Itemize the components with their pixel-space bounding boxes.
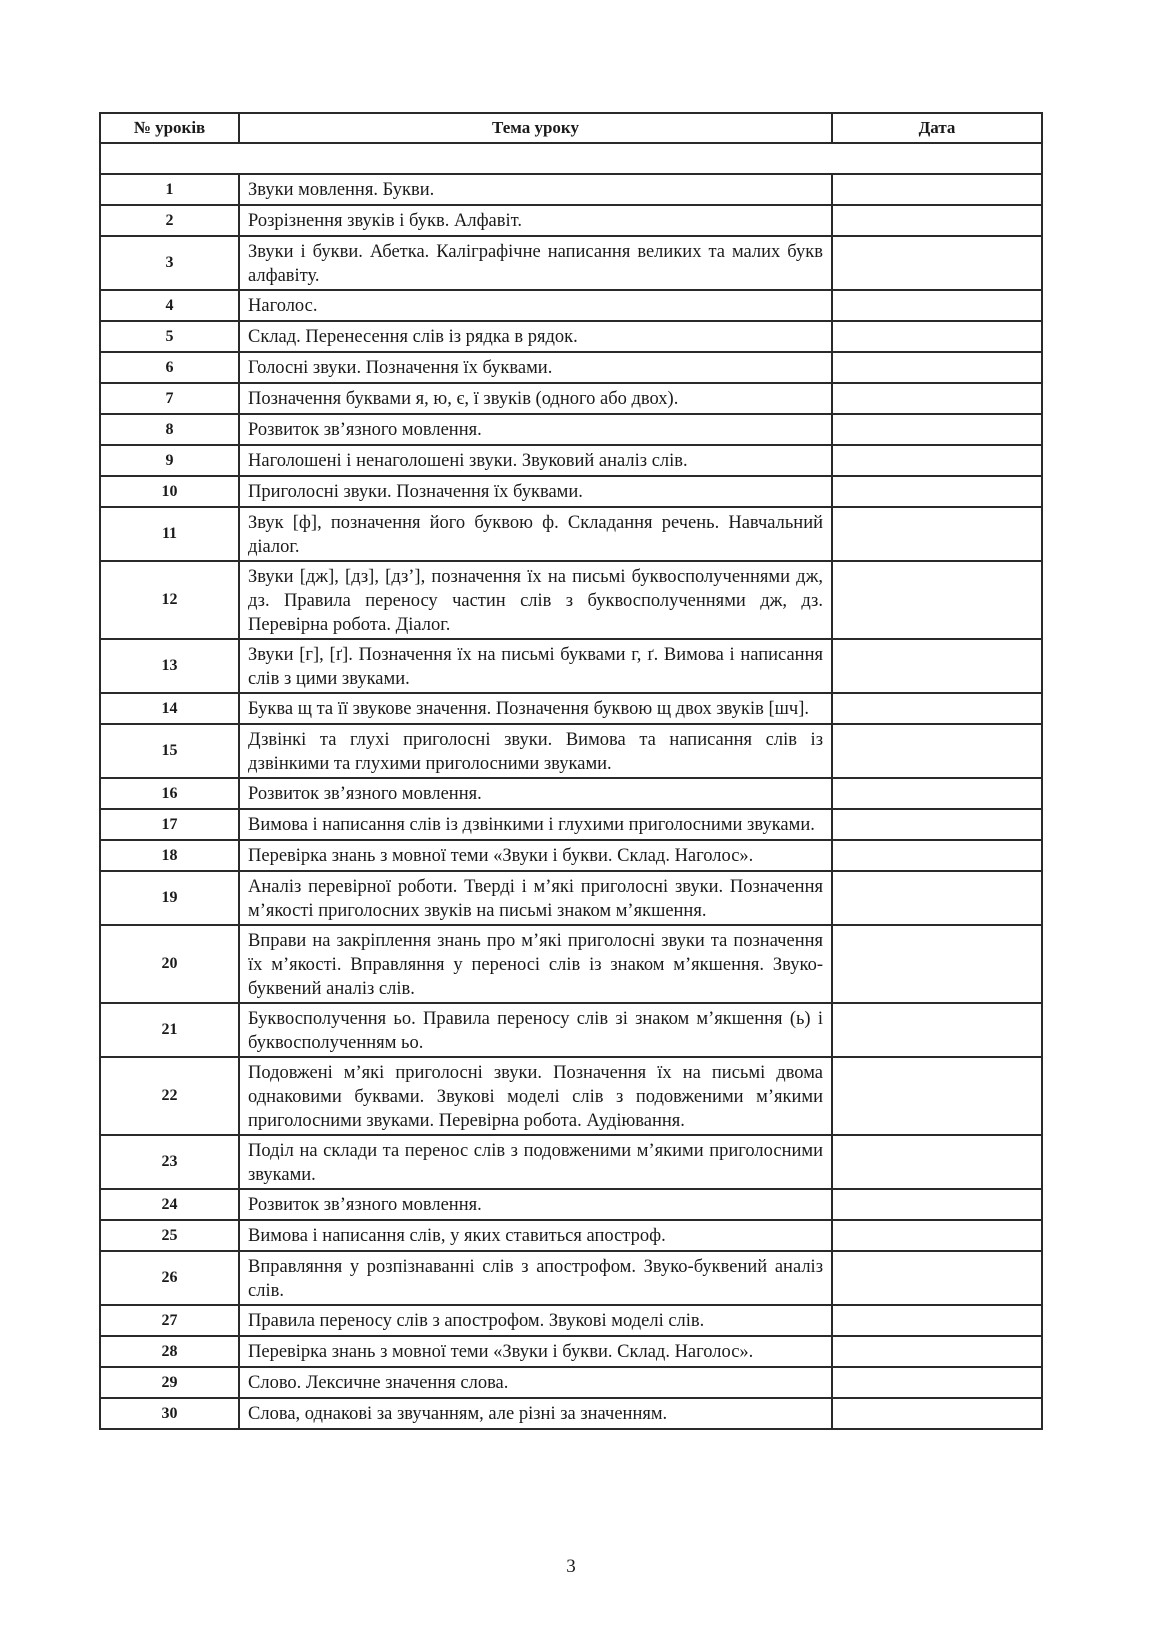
lesson-number: 5 (100, 321, 239, 352)
lesson-date (832, 1305, 1042, 1336)
empty-section-cell (100, 143, 1042, 174)
lesson-date (832, 1003, 1042, 1057)
lesson-number: 4 (100, 290, 239, 321)
table-row (100, 1398, 1042, 1429)
lesson-topic: Вимова і написання слів, у яких ставиться апостроф. (239, 1220, 832, 1251)
lesson-date (832, 1057, 1042, 1135)
lesson-number: 17 (100, 809, 239, 840)
lesson-number: 19 (100, 871, 239, 925)
lesson-number: 20 (100, 925, 239, 1003)
lesson-topic: Слова, однакові за звучанням, але різні за значенням. (239, 1398, 832, 1429)
table-row (100, 1367, 1042, 1398)
table-row (100, 871, 1042, 925)
table-row (100, 809, 1042, 840)
lesson-date (832, 871, 1042, 925)
lesson-date (832, 778, 1042, 809)
lesson-topic: Слово. Лексичне значення слова. (239, 1367, 832, 1398)
lesson-number: 6 (100, 352, 239, 383)
table-row (100, 1220, 1042, 1251)
lesson-topic: Розрізнення звуків і букв. Алфавіт. (239, 205, 832, 236)
lesson-date (832, 205, 1042, 236)
table-row (100, 383, 1042, 414)
lesson-date (832, 1220, 1042, 1251)
table-row (100, 414, 1042, 445)
lesson-date (832, 445, 1042, 476)
column-header-date: Дата (832, 113, 1042, 143)
lesson-topic: Склад. Перенесення слів із рядка в рядок. (239, 321, 832, 352)
table-row (100, 1336, 1042, 1367)
lesson-topic: Перевірка знань з мовної теми «Звуки і букви. Склад. Наголос». (239, 840, 832, 871)
table-row (100, 724, 1042, 778)
table-row (100, 1305, 1042, 1336)
column-header-number: № уроків (100, 113, 239, 143)
lesson-date (832, 724, 1042, 778)
table-row (100, 693, 1042, 724)
lesson-topic: Правила переносу слів з апострофом. Звукові моделі слів. (239, 1305, 832, 1336)
lesson-topic: Звук [ф], позначення його буквою ф. Складання речень. Навчальний діалог. (239, 507, 832, 561)
lesson-topic: Аналіз перевірної роботи. Тверді і м’які приголосні звуки. Позначення м’якості приголосних звуків на письмі знаком м’якшення. (239, 871, 832, 925)
table-row (100, 561, 1042, 639)
lesson-plan-table (99, 112, 1043, 1430)
header-row (100, 113, 1042, 143)
lesson-date (832, 1189, 1042, 1220)
lesson-number: 7 (100, 383, 239, 414)
table-row (100, 1003, 1042, 1057)
lesson-number: 9 (100, 445, 239, 476)
lesson-topic: Розвиток зв’язного мовлення. (239, 1189, 832, 1220)
lesson-number: 24 (100, 1189, 239, 1220)
lesson-topic: Наголошені і ненаголошені звуки. Звуковий аналіз слів. (239, 445, 832, 476)
lesson-topic: Позначення буквами я, ю, є, ї звуків (одного або двох). (239, 383, 832, 414)
lesson-topic: Звуки мовлення. Букви. (239, 174, 832, 205)
table-row (100, 205, 1042, 236)
lesson-number: 18 (100, 840, 239, 871)
lesson-date (832, 414, 1042, 445)
table-row (100, 476, 1042, 507)
lesson-topic: Вправляння у розпізнаванні слів з апострофом. Звуко-буквений аналіз слів. (239, 1251, 832, 1305)
lesson-date (832, 476, 1042, 507)
lesson-date (832, 1367, 1042, 1398)
lesson-date (832, 1336, 1042, 1367)
table-row (100, 321, 1042, 352)
lesson-topic: Вправи на закріплення знань про м’які приголосні звуки та позначення їх м’якості. Вправляння у переносі слів із знаком м’якшення. Звуко-буквений аналіз слів. (239, 925, 832, 1003)
lesson-number: 22 (100, 1057, 239, 1135)
page-number: 3 (566, 1556, 576, 1577)
lesson-topic: Подовжені м’які приголосні звуки. Позначення їх на письмі двома однаковими буквами. Звукові моделі слів з подовженими м’якими приголосними звуками. Перевірна робота. Аудіювання. (239, 1057, 832, 1135)
lesson-date (832, 639, 1042, 693)
lesson-topic: Звуки [дж], [дз], [дз’], позначення їх на письмі буквосполученнями дж, дз. Правила переносу частин слів з буквосполученнями дж, дз. Перевірна робота. Діалог. (239, 561, 832, 639)
lesson-date (832, 352, 1042, 383)
table-row (100, 174, 1042, 205)
lesson-date (832, 809, 1042, 840)
lesson-number: 3 (100, 236, 239, 290)
table-row (100, 507, 1042, 561)
lesson-number: 15 (100, 724, 239, 778)
table-row (100, 1135, 1042, 1189)
lesson-date (832, 1135, 1042, 1189)
table-row (100, 290, 1042, 321)
lesson-topic: Приголосні звуки. Позначення їх буквами. (239, 476, 832, 507)
lesson-date (832, 925, 1042, 1003)
lesson-number: 11 (100, 507, 239, 561)
lesson-number: 1 (100, 174, 239, 205)
lesson-topic: Голосні звуки. Позначення їх буквами. (239, 352, 832, 383)
lesson-number: 16 (100, 778, 239, 809)
lesson-date (832, 840, 1042, 871)
lesson-number: 14 (100, 693, 239, 724)
column-header-topic: Тема уроку (239, 113, 832, 143)
lesson-topic: Наголос. (239, 290, 832, 321)
lesson-topic: Перевірка знань з мовної теми «Звуки і букви. Склад. Наголос». (239, 1336, 832, 1367)
table-header (100, 113, 1042, 143)
table-row (100, 445, 1042, 476)
lesson-date (832, 383, 1042, 414)
table-body (100, 143, 1042, 1429)
lesson-topic: Розвиток зв’язного мовлення. (239, 778, 832, 809)
table-row (100, 778, 1042, 809)
lesson-number: 30 (100, 1398, 239, 1429)
lesson-topic: Дзвінкі та глухі приголосні звуки. Вимова та написання слів із дзвінкими та глухими приголосними звуками. (239, 724, 832, 778)
lesson-number: 13 (100, 639, 239, 693)
table-row (100, 352, 1042, 383)
table-row (100, 236, 1042, 290)
lesson-number: 2 (100, 205, 239, 236)
lesson-date (832, 290, 1042, 321)
lesson-number: 26 (100, 1251, 239, 1305)
lesson-number: 12 (100, 561, 239, 639)
lesson-topic: Поділ на склади та перенос слів з подовженими м’якими приголосними звуками. (239, 1135, 832, 1189)
table-row (100, 840, 1042, 871)
lesson-number: 8 (100, 414, 239, 445)
lesson-date (832, 507, 1042, 561)
lesson-date (832, 174, 1042, 205)
section-row (100, 143, 1042, 174)
lesson-topic: Звуки [г], [ґ]. Позначення їх на письмі буквами г, ґ. Вимова і написання слів з цими звуками. (239, 639, 832, 693)
table-row (100, 639, 1042, 693)
lesson-date (832, 236, 1042, 290)
lesson-topic: Розвиток зв’язного мовлення. (239, 414, 832, 445)
lesson-topic: Звуки і букви. Абетка. Каліграфічне написання великих та малих букв алфавіту. (239, 236, 832, 290)
lesson-date (832, 1251, 1042, 1305)
lesson-date (832, 1398, 1042, 1429)
lesson-number: 10 (100, 476, 239, 507)
lesson-number: 27 (100, 1305, 239, 1336)
table-row (100, 925, 1042, 1003)
table-row (100, 1251, 1042, 1305)
lesson-number: 28 (100, 1336, 239, 1367)
lesson-date (832, 561, 1042, 639)
lesson-number: 29 (100, 1367, 239, 1398)
lesson-topic: Вимова і написання слів із дзвінкими і глухими приголосними звуками. (239, 809, 832, 840)
table-row (100, 1189, 1042, 1220)
lesson-date (832, 321, 1042, 352)
lesson-number: 25 (100, 1220, 239, 1251)
lesson-date (832, 693, 1042, 724)
lesson-number: 21 (100, 1003, 239, 1057)
lesson-topic: Буква щ та її звукове значення. Позначення буквою щ двох звуків [шч]. (239, 693, 832, 724)
table-row (100, 1057, 1042, 1135)
lesson-number: 23 (100, 1135, 239, 1189)
lesson-topic: Буквосполучення ьо. Правила переносу слів зі знаком м’якшення (ь) і буквосполученням ьо. (239, 1003, 832, 1057)
